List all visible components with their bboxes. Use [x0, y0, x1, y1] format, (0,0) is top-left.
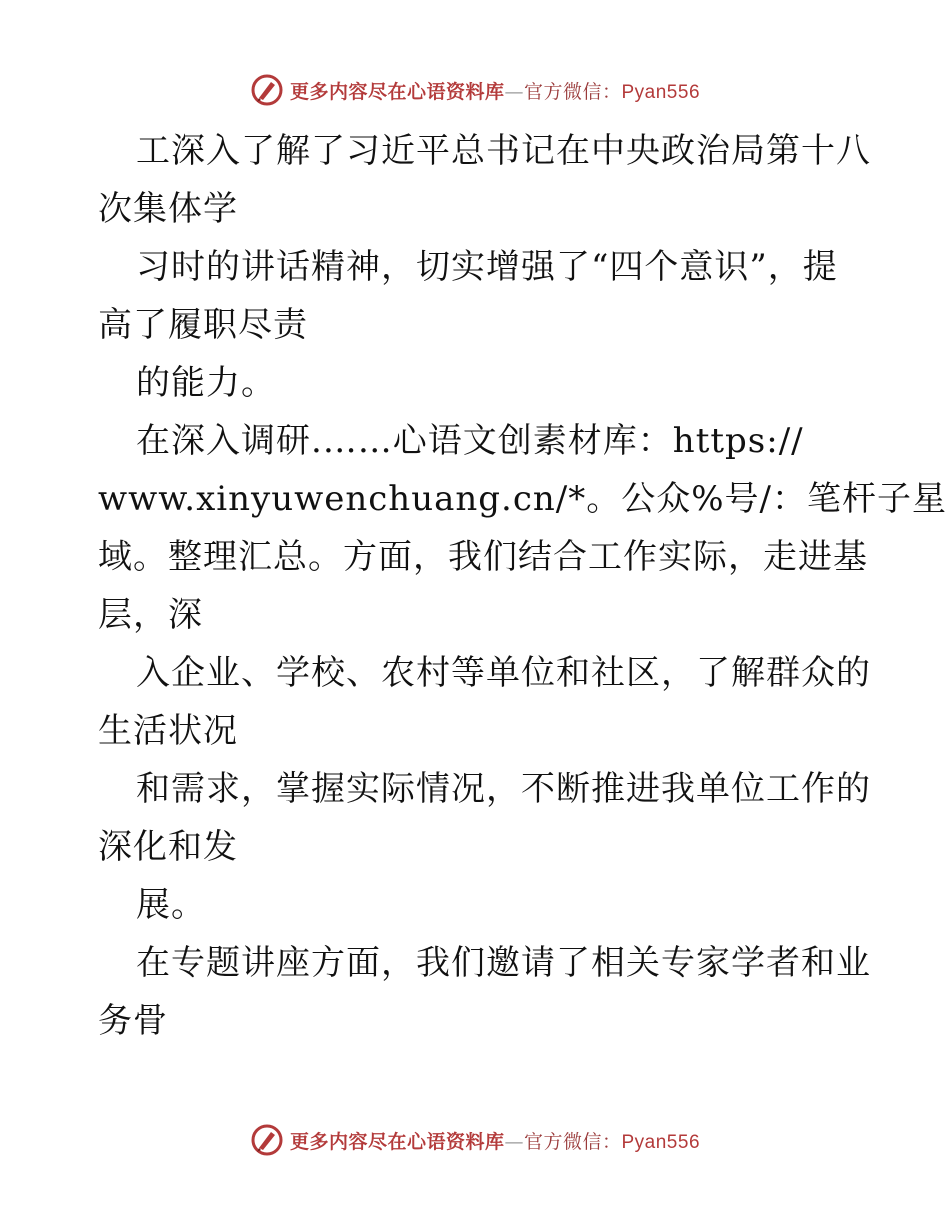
text-line: 务骨 — [98, 1001, 168, 1041]
text-line: 层，深 — [98, 595, 203, 635]
banner-separator: — — [504, 80, 524, 103]
footer-banner — [0, 1120, 950, 1160]
banner-wechat-id: Pyan556 — [621, 81, 701, 103]
footer-banner-text — [290, 1127, 700, 1154]
text-line: 高了履职尽责 — [98, 305, 308, 345]
banner-wechat-label: 官方微信： — [523, 1130, 622, 1153]
text-line: 的能力。 — [136, 363, 276, 403]
banner-separator: — — [504, 1130, 524, 1153]
text-line: 在专题讲座方面，我们邀请了相关专家学者和业 — [136, 943, 871, 983]
text-line: 生活状况 — [98, 711, 238, 751]
footer-banner-content — [250, 1123, 700, 1157]
text-line: 工深入了解了习近平总书记在中央政治局第十八 — [136, 131, 871, 171]
text-line: 域。整理汇总。方面，我们结合工作实际，走进基 — [98, 537, 868, 577]
text-line: 和需求，掌握实际情况，不断推进我单位工作的 — [136, 769, 871, 809]
header-banner — [0, 70, 950, 110]
text-line: www.xinyuwenchuang.cn/*。公众%号/：笔杆子星 — [98, 479, 947, 519]
body-text — [98, 122, 947, 1050]
header-banner-content — [250, 73, 700, 107]
text-line: 在深入调研.……心语文创素材库：https:// — [136, 421, 804, 461]
banner-main-text: 更多内容尽在心语资料库 — [289, 80, 505, 103]
text-line: 深化和发 — [98, 827, 238, 867]
banner-wechat-label: 官方微信： — [523, 80, 622, 103]
text-line: 展。 — [136, 885, 206, 925]
pen-logo-icon — [250, 73, 284, 107]
banner-main-text: 更多内容尽在心语资料库 — [289, 1130, 505, 1153]
pen-logo-icon — [250, 1123, 284, 1157]
text-line: 入企业、学校、农村等单位和社区，了解群众的 — [136, 653, 871, 693]
header-banner-text — [290, 77, 700, 104]
text-line: 次集体学 — [98, 189, 238, 229]
text-line: 习时的讲话精神，切实增强了“四个意识”，提 — [136, 247, 838, 287]
banner-wechat-id: Pyan556 — [621, 1131, 701, 1153]
